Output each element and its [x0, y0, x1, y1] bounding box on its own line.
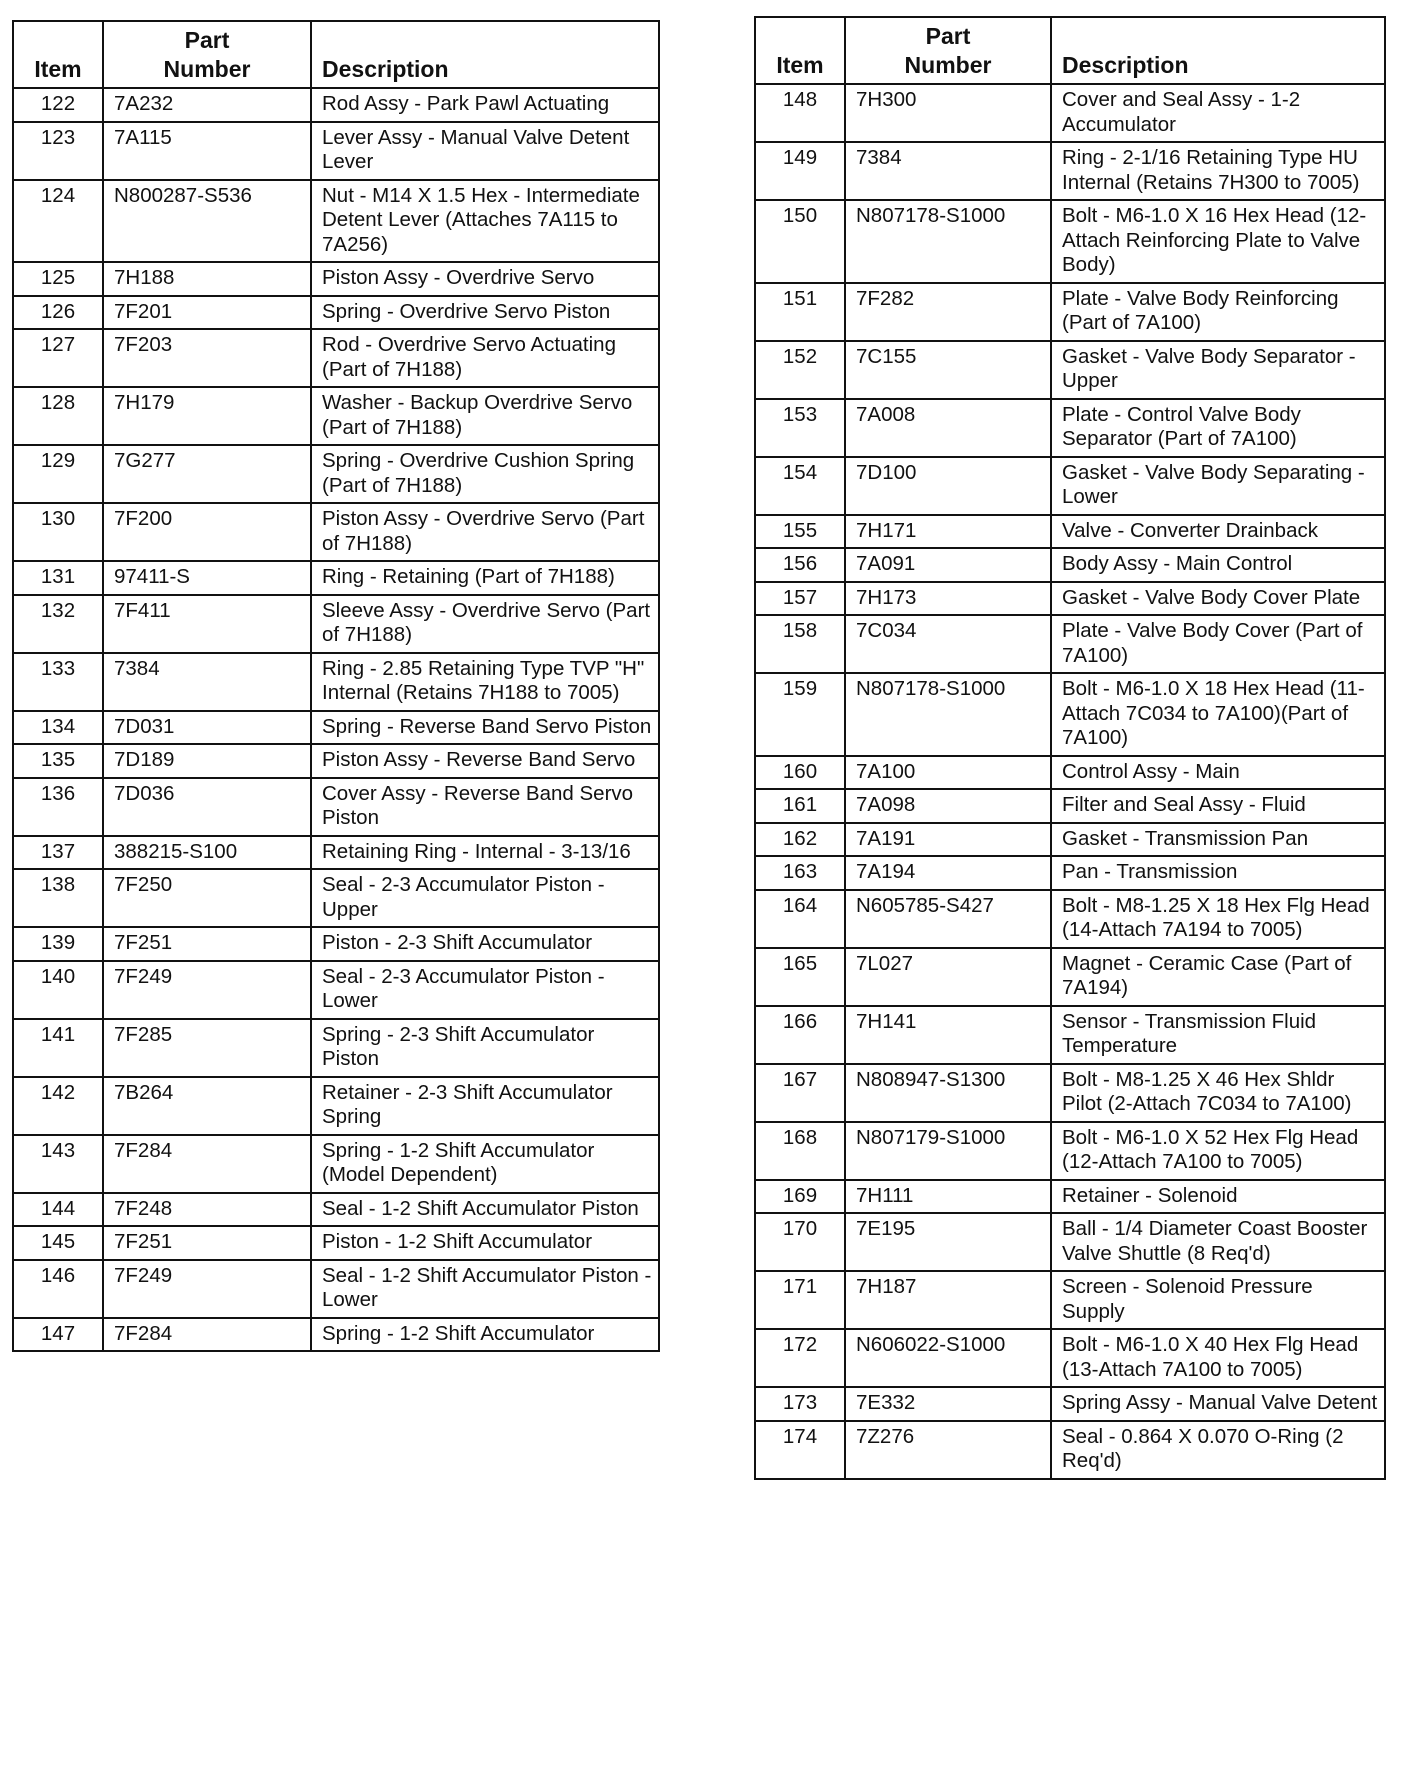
item-cell: 162 — [755, 823, 845, 857]
description-cell: Spring - Overdrive Servo Piston — [311, 296, 659, 330]
part-number-cell: 7F248 — [103, 1193, 311, 1227]
item-cell: 139 — [13, 927, 103, 961]
part-number-cell: 7G277 — [103, 445, 311, 503]
item-cell: 133 — [13, 653, 103, 711]
description-cell: Gasket - Valve Body Separating - Lower — [1051, 457, 1385, 515]
description-cell: Rod Assy - Park Pawl Actuating — [311, 88, 659, 122]
description-cell: Ring - 2.85 Retaining Type TVP "H" Internal (Retains 7H188 to 7005) — [311, 653, 659, 711]
description-cell: Plate - Control Valve Body Separator (Part of 7A100) — [1051, 399, 1385, 457]
description-cell: Seal - 2-3 Accumulator Piston - Upper — [311, 869, 659, 927]
item-cell: 127 — [13, 329, 103, 387]
description-cell: Piston Assy - Overdrive Servo — [311, 262, 659, 296]
part-number-cell: 7A232 — [103, 88, 311, 122]
table-row — [755, 1213, 1385, 1271]
item-cell: 136 — [13, 778, 103, 836]
description-cell: Cover Assy - Reverse Band Servo Piston — [311, 778, 659, 836]
table-row — [13, 778, 659, 836]
part-number-cell: 97411-S — [103, 561, 311, 595]
part-number-cell: 7384 — [845, 142, 1051, 200]
table-row — [755, 1180, 1385, 1214]
part-number-cell: 7F201 — [103, 296, 311, 330]
description-cell: Body Assy - Main Control — [1051, 548, 1385, 582]
item-cell: 150 — [755, 200, 845, 283]
item-cell: 147 — [13, 1318, 103, 1352]
table-row — [13, 387, 659, 445]
description-cell: Seal - 0.864 X 0.070 O-Ring (2 Req'd) — [1051, 1421, 1385, 1479]
item-cell: 146 — [13, 1260, 103, 1318]
item-cell: 143 — [13, 1135, 103, 1193]
part-number-cell: 7384 — [103, 653, 311, 711]
part-number-cell: 7A115 — [103, 122, 311, 180]
part-number-cell: 7D189 — [103, 744, 311, 778]
table-row — [13, 329, 659, 387]
item-cell: 159 — [755, 673, 845, 756]
item-cell: 153 — [755, 399, 845, 457]
description-cell: Ring - Retaining (Part of 7H188) — [311, 561, 659, 595]
item-cell: 131 — [13, 561, 103, 595]
part-number-cell: 7F203 — [103, 329, 311, 387]
description-cell: Spring Assy - Manual Valve Detent — [1051, 1387, 1385, 1421]
table-row — [755, 399, 1385, 457]
item-cell: 156 — [755, 548, 845, 582]
table-row — [13, 180, 659, 263]
part-number-cell: N807179-S1000 — [845, 1122, 1051, 1180]
description-cell: Bolt - M6-1.0 X 16 Hex Head (12-Attach Reinforcing Plate to Valve Body) — [1051, 200, 1385, 283]
table-row — [13, 927, 659, 961]
item-cell: 129 — [13, 445, 103, 503]
description-cell: Valve - Converter Drainback — [1051, 515, 1385, 549]
description-cell: Bolt - M8-1.25 X 46 Hex Shldr Pilot (2-Attach 7C034 to 7A100) — [1051, 1064, 1385, 1122]
description-cell: Spring - 2-3 Shift Accumulator Piston — [311, 1019, 659, 1077]
item-cell: 173 — [755, 1387, 845, 1421]
header-part-number — [845, 17, 1051, 84]
description-cell: Spring - 1-2 Shift Accumulator (Model Dependent) — [311, 1135, 659, 1193]
item-cell: 160 — [755, 756, 845, 790]
table-row — [13, 1193, 659, 1227]
description-cell: Seal - 1-2 Shift Accumulator Piston — [311, 1193, 659, 1227]
item-cell: 138 — [13, 869, 103, 927]
description-cell: Spring - 1-2 Shift Accumulator — [311, 1318, 659, 1352]
part-number-cell: 7F284 — [103, 1135, 311, 1193]
part-number-cell: 7A008 — [845, 399, 1051, 457]
table-row — [13, 1260, 659, 1318]
table-row — [13, 744, 659, 778]
item-cell: 163 — [755, 856, 845, 890]
description-cell: Spring - Overdrive Cushion Spring (Part of 7H188) — [311, 445, 659, 503]
header-number-label: Number — [163, 56, 251, 82]
item-cell: 140 — [13, 961, 103, 1019]
item-cell: 157 — [755, 582, 845, 616]
description-cell: Magnet - Ceramic Case (Part of 7A194) — [1051, 948, 1385, 1006]
description-cell: Piston Assy - Overdrive Servo (Part of 7H188) — [311, 503, 659, 561]
table-row — [755, 948, 1385, 1006]
part-number-cell: 7H187 — [845, 1271, 1051, 1329]
part-number-cell: 7F250 — [103, 869, 311, 927]
table-row — [755, 142, 1385, 200]
item-cell: 125 — [13, 262, 103, 296]
description-cell: Piston - 2-3 Shift Accumulator — [311, 927, 659, 961]
table-row — [755, 789, 1385, 823]
description-cell: Retaining Ring - Internal - 3-13/16 — [311, 836, 659, 870]
header-number-label: Number — [904, 52, 992, 78]
part-number-cell: 7D036 — [103, 778, 311, 836]
description-cell: Lever Assy - Manual Valve Detent Lever — [311, 122, 659, 180]
description-cell: Washer - Backup Overdrive Servo (Part of 7H188) — [311, 387, 659, 445]
table-row — [755, 1271, 1385, 1329]
part-number-cell: 7A194 — [845, 856, 1051, 890]
part-number-cell: N800287-S536 — [103, 180, 311, 263]
part-number-cell: 7D100 — [845, 457, 1051, 515]
description-cell: Filter and Seal Assy - Fluid — [1051, 789, 1385, 823]
part-number-cell: 7F251 — [103, 927, 311, 961]
description-cell: Seal - 1-2 Shift Accumulator Piston - Lower — [311, 1260, 659, 1318]
part-number-cell: 7F251 — [103, 1226, 311, 1260]
item-cell: 142 — [13, 1077, 103, 1135]
part-number-cell: 7A191 — [845, 823, 1051, 857]
part-number-cell: 7A091 — [845, 548, 1051, 582]
table-row — [13, 1077, 659, 1135]
header-part-number — [103, 21, 311, 88]
part-number-cell: 7F285 — [103, 1019, 311, 1077]
part-number-cell: 7H188 — [103, 262, 311, 296]
description-cell: Plate - Valve Body Cover (Part of 7A100) — [1051, 615, 1385, 673]
item-cell: 167 — [755, 1064, 845, 1122]
part-number-cell: 7F284 — [103, 1318, 311, 1352]
description-cell: Gasket - Transmission Pan — [1051, 823, 1385, 857]
table-row — [13, 1135, 659, 1193]
item-cell: 144 — [13, 1193, 103, 1227]
item-cell: 149 — [755, 142, 845, 200]
table-header-row — [755, 17, 1385, 84]
table-row — [13, 595, 659, 653]
table-row — [755, 756, 1385, 790]
table-row — [13, 1019, 659, 1077]
part-number-cell: N808947-S1300 — [845, 1064, 1051, 1122]
table-row — [755, 1387, 1385, 1421]
table-row — [13, 503, 659, 561]
item-cell: 169 — [755, 1180, 845, 1214]
item-cell: 122 — [13, 88, 103, 122]
table-row — [13, 836, 659, 870]
table-row — [755, 1006, 1385, 1064]
table-row — [755, 84, 1385, 142]
description-cell: Gasket - Valve Body Cover Plate — [1051, 582, 1385, 616]
description-cell: Sleeve Assy - Overdrive Servo (Part of 7H188) — [311, 595, 659, 653]
table-row — [755, 615, 1385, 673]
description-cell: Bolt - M8-1.25 X 18 Hex Flg Head (14-Attach 7A194 to 7005) — [1051, 890, 1385, 948]
part-number-cell: 7D031 — [103, 711, 311, 745]
item-cell: 135 — [13, 744, 103, 778]
item-cell: 124 — [13, 180, 103, 263]
table-row — [755, 1122, 1385, 1180]
description-cell: Spring - Reverse Band Servo Piston — [311, 711, 659, 745]
table-row — [755, 1421, 1385, 1479]
description-cell: Ring - 2-1/16 Retaining Type HU Internal (Retains 7H300 to 7005) — [1051, 142, 1385, 200]
table-row — [755, 823, 1385, 857]
description-cell: Bolt - M6-1.0 X 52 Hex Flg Head (12-Attach 7A100 to 7005) — [1051, 1122, 1385, 1180]
item-cell: 145 — [13, 1226, 103, 1260]
table-row — [755, 890, 1385, 948]
item-cell: 148 — [755, 84, 845, 142]
part-number-cell: 7H171 — [845, 515, 1051, 549]
part-number-cell: 7E332 — [845, 1387, 1051, 1421]
table-row — [13, 445, 659, 503]
part-number-cell: N807178-S1000 — [845, 200, 1051, 283]
table-row — [13, 711, 659, 745]
header-part-label: Part — [925, 23, 971, 49]
part-number-cell: 388215-S100 — [103, 836, 311, 870]
description-cell: Retainer - Solenoid — [1051, 1180, 1385, 1214]
table-row — [13, 961, 659, 1019]
part-number-cell: 7H173 — [845, 582, 1051, 616]
description-cell: Screen - Solenoid Pressure Supply — [1051, 1271, 1385, 1329]
description-cell: Retainer - 2-3 Shift Accumulator Spring — [311, 1077, 659, 1135]
description-cell: Piston Assy - Reverse Band Servo — [311, 744, 659, 778]
part-number-cell: 7F411 — [103, 595, 311, 653]
table-header-row — [13, 21, 659, 88]
item-cell: 134 — [13, 711, 103, 745]
table-row — [755, 341, 1385, 399]
table-row — [13, 869, 659, 927]
item-cell: 132 — [13, 595, 103, 653]
table-row — [13, 88, 659, 122]
table-body-right — [755, 84, 1385, 1479]
part-number-cell: 7H179 — [103, 387, 311, 445]
item-cell: 128 — [13, 387, 103, 445]
description-cell: Piston - 1-2 Shift Accumulator — [311, 1226, 659, 1260]
item-cell: 168 — [755, 1122, 845, 1180]
part-number-cell: 7H141 — [845, 1006, 1051, 1064]
item-cell: 126 — [13, 296, 103, 330]
table-row — [755, 283, 1385, 341]
table-row — [13, 1226, 659, 1260]
description-cell: Gasket - Valve Body Separator - Upper — [1051, 341, 1385, 399]
table-row — [755, 1064, 1385, 1122]
part-number-cell: 7H111 — [845, 1180, 1051, 1214]
item-cell: 151 — [755, 283, 845, 341]
table-row — [755, 200, 1385, 283]
part-number-cell: 7F249 — [103, 1260, 311, 1318]
description-cell: Plate - Valve Body Reinforcing (Part of 7A100) — [1051, 283, 1385, 341]
description-cell: Pan - Transmission — [1051, 856, 1385, 890]
part-number-cell: 7B264 — [103, 1077, 311, 1135]
description-cell: Nut - M14 X 1.5 Hex - Intermediate Detent Lever (Attaches 7A115 to 7A256) — [311, 180, 659, 263]
table-body-left — [13, 88, 659, 1351]
description-cell: Sensor - Transmission Fluid Temperature — [1051, 1006, 1385, 1064]
description-cell: Ball - 1/4 Diameter Coast Booster Valve Shuttle (8 Req'd) — [1051, 1213, 1385, 1271]
part-number-cell: N807178-S1000 — [845, 673, 1051, 756]
item-cell: 123 — [13, 122, 103, 180]
table-row — [13, 653, 659, 711]
part-number-cell: 7A100 — [845, 756, 1051, 790]
parts-table-right — [754, 16, 1386, 1480]
item-cell: 155 — [755, 515, 845, 549]
header-part-label: Part — [184, 27, 230, 53]
table-row — [13, 561, 659, 595]
item-cell: 141 — [13, 1019, 103, 1077]
table-row — [755, 515, 1385, 549]
part-number-cell: 7F200 — [103, 503, 311, 561]
table-row — [755, 548, 1385, 582]
table-row — [13, 262, 659, 296]
part-number-cell: 7F249 — [103, 961, 311, 1019]
description-cell: Seal - 2-3 Accumulator Piston - Lower — [311, 961, 659, 1019]
table-row — [755, 582, 1385, 616]
table-row — [755, 457, 1385, 515]
description-cell: Rod - Overdrive Servo Actuating (Part of 7H188) — [311, 329, 659, 387]
header-item: Item — [755, 17, 845, 84]
description-cell: Bolt - M6-1.0 X 40 Hex Flg Head (13-Attach 7A100 to 7005) — [1051, 1329, 1385, 1387]
part-number-cell: 7H300 — [845, 84, 1051, 142]
header-description: Description — [1051, 17, 1385, 84]
part-number-cell: 7Z276 — [845, 1421, 1051, 1479]
part-number-cell: 7L027 — [845, 948, 1051, 1006]
table-row — [13, 296, 659, 330]
item-cell: 161 — [755, 789, 845, 823]
item-cell: 158 — [755, 615, 845, 673]
item-cell: 171 — [755, 1271, 845, 1329]
description-cell: Bolt - M6-1.0 X 18 Hex Head (11-Attach 7C034 to 7A100)(Part of 7A100) — [1051, 673, 1385, 756]
item-cell: 164 — [755, 890, 845, 948]
part-number-cell: N606022-S1000 — [845, 1329, 1051, 1387]
item-cell: 170 — [755, 1213, 845, 1271]
item-cell: 137 — [13, 836, 103, 870]
part-number-cell: 7C034 — [845, 615, 1051, 673]
part-number-cell: 7F282 — [845, 283, 1051, 341]
part-number-cell: 7C155 — [845, 341, 1051, 399]
description-cell: Control Assy - Main — [1051, 756, 1385, 790]
item-cell: 152 — [755, 341, 845, 399]
item-cell: 174 — [755, 1421, 845, 1479]
part-number-cell: 7E195 — [845, 1213, 1051, 1271]
description-cell: Cover and Seal Assy - 1-2 Accumulator — [1051, 84, 1385, 142]
header-item: Item — [13, 21, 103, 88]
table-row — [755, 856, 1385, 890]
item-cell: 130 — [13, 503, 103, 561]
table-row — [755, 673, 1385, 756]
part-number-cell: N605785-S427 — [845, 890, 1051, 948]
table-row — [13, 1318, 659, 1352]
item-cell: 172 — [755, 1329, 845, 1387]
table-row — [13, 122, 659, 180]
header-description: Description — [311, 21, 659, 88]
part-number-cell: 7A098 — [845, 789, 1051, 823]
parts-table-left — [12, 20, 660, 1352]
item-cell: 165 — [755, 948, 845, 1006]
item-cell: 166 — [755, 1006, 845, 1064]
item-cell: 154 — [755, 457, 845, 515]
table-row — [755, 1329, 1385, 1387]
